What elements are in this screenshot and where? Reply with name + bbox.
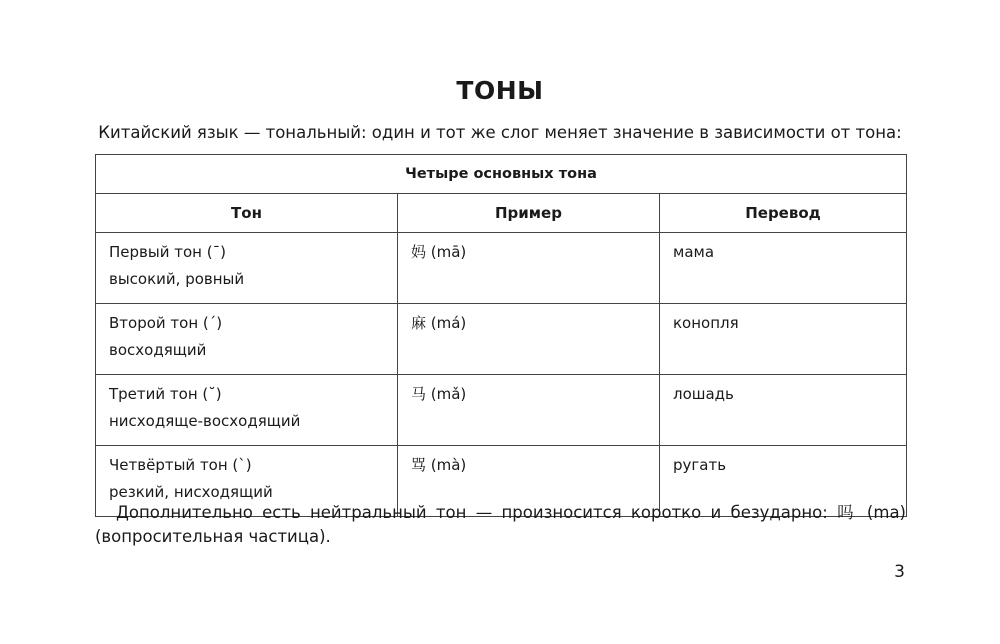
tone-description: нисходяще-восходящий bbox=[109, 412, 301, 430]
table-row bbox=[96, 304, 907, 375]
tone-name: Четвёртый тон (`) bbox=[109, 456, 252, 474]
translation-cell: мама bbox=[660, 233, 907, 304]
tone-name: Первый тон (¯) bbox=[109, 243, 226, 261]
header-translation: Перевод bbox=[660, 194, 907, 233]
table-caption: Четыре основных тона bbox=[96, 155, 907, 194]
example-cell: 骂 (mà) bbox=[398, 446, 660, 517]
tones-table bbox=[95, 154, 907, 517]
page-number: 3 bbox=[894, 562, 905, 582]
tone-cell bbox=[96, 304, 398, 375]
tone-cell bbox=[96, 375, 398, 446]
header-tone: Тон bbox=[96, 194, 398, 233]
header-example: Пример bbox=[398, 194, 660, 233]
translation-cell: ругать bbox=[660, 446, 907, 517]
tone-description: высокий, ровный bbox=[109, 270, 245, 288]
translation-cell: лошадь bbox=[660, 375, 907, 446]
table-header-row bbox=[96, 194, 907, 233]
tone-description: восходящий bbox=[109, 341, 207, 359]
tone-name: Второй тон (´) bbox=[109, 314, 223, 332]
tone-name: Третий тон (˘) bbox=[109, 385, 222, 403]
example-cell: 马 (mǎ) bbox=[398, 375, 660, 446]
example-cell: 麻 (má) bbox=[398, 304, 660, 375]
example-cell: 妈 (mā) bbox=[398, 233, 660, 304]
footnote-paragraph: Дополнительно есть нейтральный тон — произносится коротко и безударно: 吗 (ma) (вопросительная частица). bbox=[95, 503, 906, 546]
tone-cell bbox=[96, 233, 398, 304]
translation-cell: конопля bbox=[660, 304, 907, 375]
table-caption-row bbox=[96, 155, 907, 194]
table-row bbox=[96, 233, 907, 304]
table-row bbox=[96, 375, 907, 446]
intro-paragraph: Китайский язык — тональный: один и тот же слог меняет значение в зависимости от тона: bbox=[98, 123, 902, 142]
tone-description: резкий, нисходящий bbox=[109, 483, 273, 501]
page-title: ТОНЫ bbox=[456, 76, 544, 105]
